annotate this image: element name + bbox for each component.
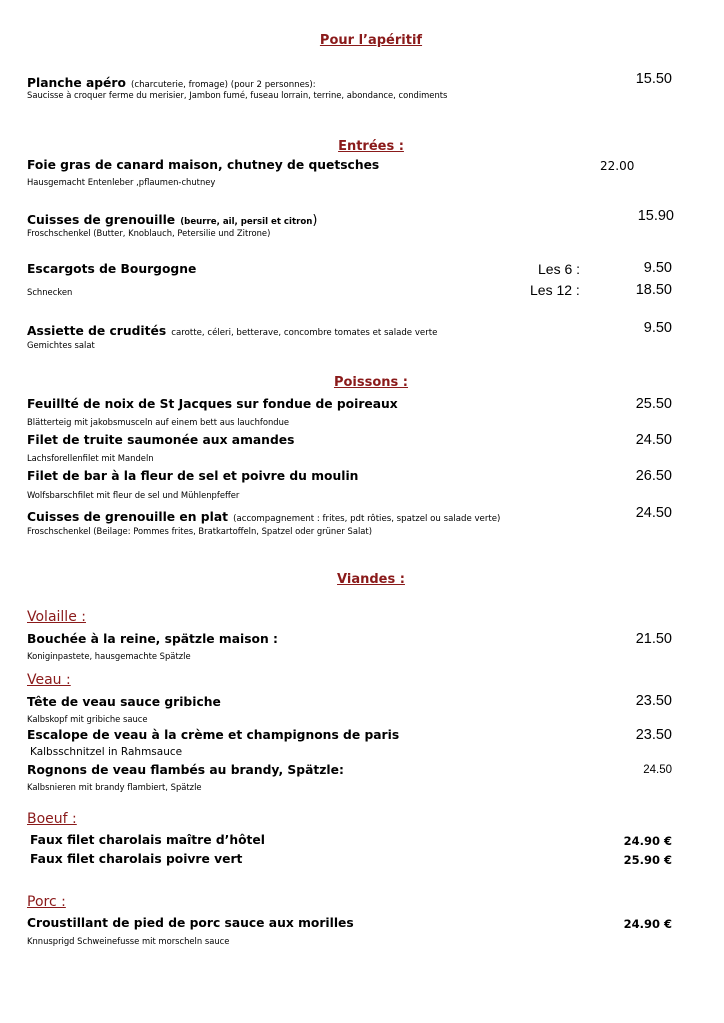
item-description: Blätterteig mit jakobsmusceln auf einem bett aus lauchfondue <box>27 417 290 427</box>
section-title-viandes: Viandes : <box>337 572 405 587</box>
menu-item-tete-de-veau: Tête de veau sauce gribiche <box>27 695 221 709</box>
menu-item-rognons: Rognons de veau flambés au brandy, Spätzle: <box>27 763 344 777</box>
menu-item-grenouille <box>27 209 317 228</box>
item-note-close: ) <box>312 213 318 228</box>
quantity-label: Les 12 : <box>530 282 580 298</box>
item-price: 24.50 <box>635 505 672 521</box>
menu-item-grenouille-plat <box>27 506 500 525</box>
item-price: 24.90 € <box>623 917 672 931</box>
item-price: 9.50 <box>643 320 672 336</box>
item-description: Knnusprigd Schweinefusse mit morscheln sauce <box>27 936 230 946</box>
item-description: Koniginpastete, hausgemachte Spätzle <box>27 651 191 661</box>
section-title-poissons: Poissons : <box>333 375 409 390</box>
menu-item-escargots: Escargots de Bourgogne <box>27 262 197 276</box>
item-note: (charcuterie, fromage) (pour 2 personnes): <box>131 80 316 90</box>
item-name: Cuisses de grenouille <box>27 213 176 227</box>
menu-item-faux-filet-maitre: Faux filet charolais maître d’hôtel <box>30 833 265 847</box>
menu-item-escalope: Escalope de veau à la crème et champignons de paris <box>27 728 400 742</box>
subsection-title-porc: Porc : <box>27 894 66 910</box>
menu-item-st-jacques: Feuillté de noix de St Jacques sur fondue de poireaux <box>27 397 398 411</box>
item-description: Gemichtes salat <box>27 340 95 350</box>
item-description: Wolfsbarschfilet mit fleur de sel und Mühlenpfeffer <box>27 490 240 500</box>
item-price: 25.90 € <box>623 853 672 867</box>
item-price: 21.50 <box>635 631 672 647</box>
item-name: Assiette de crudités <box>27 324 167 338</box>
item-description: Froschschenkel (Butter, Knoblauch, Petersilie und Zitrone) <box>27 228 271 238</box>
item-name: Cuisses de grenouille en plat <box>27 510 228 524</box>
menu-item-foie-gras: Foie gras de canard maison, chutney de quetsches <box>27 158 380 172</box>
item-price: 23.50 <box>635 727 672 743</box>
menu-item-faux-filet-poivre: Faux filet charolais poivre vert <box>30 852 243 866</box>
menu-item-croustillant: Croustillant de pied de porc sauce aux morilles <box>27 916 354 930</box>
section-title-entrees: Entrées : <box>338 139 404 154</box>
item-price: 24.90 € <box>623 834 672 848</box>
section-title-aperitif: Pour l’apéritif <box>319 33 423 48</box>
item-price: 24.50 <box>643 764 672 776</box>
item-description: Schnecken <box>27 287 73 297</box>
item-price: 15.50 <box>635 71 672 87</box>
item-note: (accompagnement : frites, pdt rôties, spatzel ou salade verte) <box>233 514 501 524</box>
item-price: 18.50 <box>635 282 672 298</box>
menu-item-bouchee: Bouchée à la reine, spätzle maison : <box>27 632 278 646</box>
item-price: 15.90 <box>637 208 674 224</box>
menu-item-bar: Filet de bar à la fleur de sel et poivre du moulin <box>27 469 359 483</box>
item-price: 24.50 <box>635 432 672 448</box>
item-description: Kalbsnieren mit brandy flambiert, Spätzle <box>27 782 202 792</box>
menu-item-planche-apero <box>27 72 316 91</box>
menu-item-truite: Filet de truite saumonée aux amandes <box>27 433 295 447</box>
item-description: Hausgemacht Entenleber ,pflaumen-chutney <box>27 177 216 187</box>
item-description: Kalbskopf mit gribiche sauce <box>27 714 148 724</box>
item-description: Froschschenkel (Beilage: Pommes frites, Bratkartoffeln, Spatzel oder grüner Salat) <box>27 526 372 536</box>
item-note: carotte, céleri, betterave, concombre tomates et salade verte <box>171 328 438 338</box>
item-note: (beurre, ail, persil et citron <box>180 217 313 227</box>
item-description: Lachsforellenfilet mit Mandeln <box>27 453 154 463</box>
item-description: Saucisse à croquer ferme du merisier, Jambon fumé, fuseau lorrain, terrine, abondance, condiments <box>27 90 448 100</box>
subsection-title-veau: Veau : <box>27 672 71 688</box>
item-price: 26.50 <box>635 468 672 484</box>
item-price: 22.00 <box>600 159 635 173</box>
subsection-title-boeuf: Boeuf : <box>27 811 77 827</box>
menu-item-crudites <box>27 320 437 339</box>
subsection-title-volaille: Volaille : <box>27 609 86 625</box>
item-price: 23.50 <box>635 693 672 709</box>
item-price: 25.50 <box>635 396 672 412</box>
item-description: Kalbsschnitzel in Rahmsauce <box>30 746 183 758</box>
quantity-label: Les 6 : <box>538 261 581 277</box>
item-name: Planche apéro <box>27 76 126 90</box>
item-price: 9.50 <box>643 260 672 276</box>
